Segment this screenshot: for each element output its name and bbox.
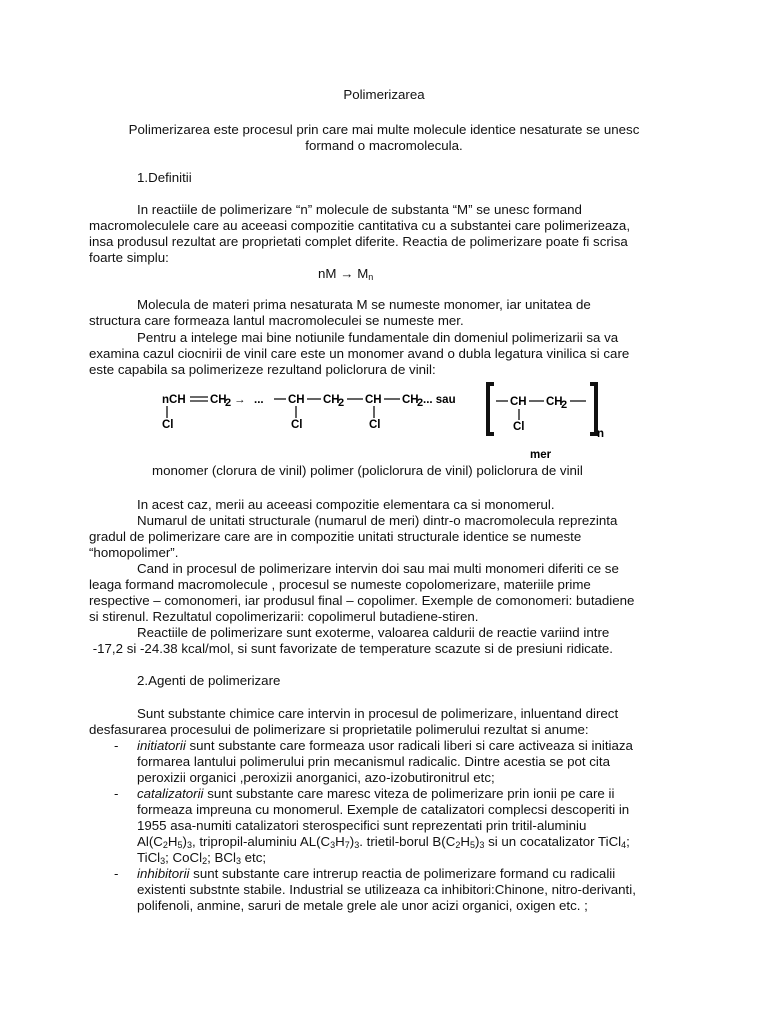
formula-ch-a: CH bbox=[210, 394, 227, 406]
chem-text: ; bbox=[626, 834, 630, 849]
chem-sub: 3 bbox=[160, 856, 166, 866]
formula-mer-sub-2: 2 bbox=[561, 399, 568, 411]
chem-sub: 3 bbox=[479, 840, 485, 850]
paragraph-1-line-3: insa produsul rezultat are proprietati complet diferite. Reactia de polimerizare poate fi scrisa bbox=[89, 234, 628, 249]
paragraph-5-line-2: gradul de polimerizare care are in compozitie unitati structurale identice se numeste bbox=[89, 529, 582, 544]
chem-sub: 4 bbox=[621, 840, 627, 850]
chem-text: Al(C bbox=[137, 834, 163, 849]
chem-text: ; BCl bbox=[207, 850, 236, 865]
formula-cl-polymer-1: Cl bbox=[291, 419, 303, 431]
pvc-structural-formula bbox=[150, 378, 620, 462]
chem-sub: 2 bbox=[455, 840, 461, 850]
formula-sub-2-b: 2 bbox=[338, 397, 345, 409]
chem-text: etc; bbox=[240, 850, 267, 865]
bullet-2-line-3: 1955 asa-numiti catalizatori sterospecifici sunt reprezentati prin tritil-aluminiu bbox=[137, 818, 587, 833]
chem-sub: 5 bbox=[469, 840, 475, 850]
chem-text: ) bbox=[349, 834, 355, 849]
formula-cl-polymer-2: Cl bbox=[369, 419, 381, 431]
chem-text: TiCl bbox=[137, 850, 161, 865]
formula-ch-1: CH bbox=[288, 394, 305, 406]
bullet-marker-3: - bbox=[114, 866, 119, 881]
paragraph-8-line-2: desfasurarea procesului de polimerizare si proprietatile polimerului rezultat si anume: bbox=[89, 722, 589, 737]
chem-text: H bbox=[167, 834, 178, 849]
chem-text: . trietil-borul B(C bbox=[359, 834, 456, 849]
paragraph-1-line-2: macromoleculele care au aceeasi compozitie cantitativa cu a substantei care polimerizeaza, bbox=[89, 218, 631, 233]
bullet-2-line-1 bbox=[137, 786, 614, 802]
bullet-3-line-3: polifenoli, anmine, saruri de metale grele ale unor acizi organici, oxigen etc. ; bbox=[137, 898, 588, 913]
chem-text: ) bbox=[474, 834, 480, 849]
formula-n-index: n bbox=[597, 428, 605, 440]
bullet-1-line-1 bbox=[137, 738, 633, 754]
paragraph-3-line-1: Pentru a intelege mai bine notiunile fundamentale din domeniul polimerizarii sa va bbox=[137, 330, 619, 345]
formula-dots: ... bbox=[254, 394, 264, 406]
bullet-3-line-2: existenti substnte stabile. Industrial se utilizeaza ca inhibitori:Chinone, nitro-derivanti, bbox=[137, 882, 636, 897]
bullet-3-term: inhibitorii bbox=[137, 866, 190, 881]
bullet-marker-2: - bbox=[114, 786, 119, 801]
section-2-heading: 2.Agenti de polimerizare bbox=[137, 673, 281, 688]
chem-text: H bbox=[460, 834, 470, 849]
formula-dots-sau: ... sau bbox=[423, 394, 456, 406]
formula-ch-b: CH bbox=[323, 394, 340, 406]
bullet-3-first: sunt substante care intrerup reactia de polimerizare formand cu radicalii bbox=[189, 866, 616, 881]
paragraph-2-line-1: Molecula de materi prima nesaturata M se numeste monomer, iar unitatea de bbox=[137, 297, 591, 312]
chem-sub: 2 bbox=[202, 856, 208, 866]
formula-mer-ch: CH bbox=[510, 396, 527, 408]
paragraph-6-line-1: Cand in procesul de polimerizare intervin doi sau mai multi monomeri diferiti ce se bbox=[137, 561, 619, 576]
formula-cl-mer: Cl bbox=[513, 421, 525, 433]
bullet-2-term: catalizatorii bbox=[137, 786, 204, 801]
intro-line-1: Polimerizarea este procesul prin care mai multe molecule identice nesaturate se unesc bbox=[128, 122, 640, 137]
paragraph-6-line-3: respective – comonomeri, iar produsul final – copolimer. Exemple de comonomeri: butadiene bbox=[89, 593, 635, 608]
chem-sub: 3 bbox=[330, 840, 336, 850]
intro-line-2: formand o macromolecula. bbox=[305, 138, 463, 153]
paragraph-4-line-1: In acest caz, merii au aceeasi compozitie elementara ca si monomerul. bbox=[137, 497, 555, 512]
formula-mer-ch2: CH bbox=[546, 396, 563, 408]
bullet-2-chem-line-2 bbox=[137, 850, 266, 866]
equation-subscript: n bbox=[368, 272, 374, 282]
bullet-marker-1: - bbox=[114, 738, 119, 753]
bullet-1-line-3: peroxizii organici ,peroxizii anorganici, azo-izobutironitrul etc; bbox=[137, 770, 495, 785]
chem-text: si un cocatalizator TiCl bbox=[484, 834, 622, 849]
chem-text: H bbox=[335, 834, 345, 849]
paragraph-1-line-1: In reactiile de polimerizare “n” molecule de substanta “M” se unesc formand bbox=[137, 202, 582, 217]
formula-sub-2-c: 2 bbox=[417, 397, 424, 409]
paragraph-6-line-4: si stirenul. Rezultatul copolimerizarii: copolimerul butadiene-stiren. bbox=[89, 609, 479, 624]
formula-nch: nCH bbox=[162, 394, 186, 406]
chem-sub: 2 bbox=[162, 840, 168, 850]
paragraph-3-line-3: este capabila sa polimerizeze rezultand policlorura de vinil: bbox=[89, 362, 436, 377]
right-bracket bbox=[590, 384, 596, 434]
bullet-2-chem-line-1 bbox=[137, 834, 630, 850]
paragraph-5-line-3: “homopolimer”. bbox=[89, 545, 179, 560]
bullet-3-line-1 bbox=[137, 866, 615, 882]
paragraph-6-line-2: leaga formand macromolecule , procesul se numeste copolomerizare, materiile prime bbox=[89, 577, 591, 592]
chem-text: ; CoCl bbox=[165, 850, 203, 865]
bullet-2-first: sunt substante care maresc viteza de polimerizare prin ionii pe care ii bbox=[203, 786, 615, 801]
equation-arrow: → bbox=[340, 266, 354, 281]
paragraph-7-line-1: Reactiile de polimerizare sunt exoterme, valoarea caldurii de reactie variind intre bbox=[137, 625, 610, 640]
formula-ch-c: CH bbox=[402, 394, 419, 406]
chem-text: , tripropil-aluminiu AL(C bbox=[191, 834, 331, 849]
chem-sub: 5 bbox=[177, 840, 183, 850]
chem-sub: 3 bbox=[186, 840, 192, 850]
paragraph-7-line-2: -17,2 si -24.38 kcal/mol, si sunt favorizate de temperature scazute si de presiuni ridicate. bbox=[89, 641, 613, 656]
equation bbox=[318, 266, 373, 282]
chem-sub: 7 bbox=[344, 840, 350, 850]
paragraph-8-line-1: Sunt substante chimice care intervin in procesul de polimerizare, inluentand direct bbox=[137, 706, 619, 721]
paragraph-3-line-2: examina cazul ciocnirii de vinil care este un monomer avand o dubla legatura vinilica si care bbox=[89, 346, 630, 361]
left-bracket bbox=[488, 384, 494, 434]
section-1-heading: 1.Definitii bbox=[137, 170, 192, 185]
equation-left: nM bbox=[318, 266, 337, 281]
page-title: Polimerizarea bbox=[343, 87, 425, 102]
formula-cl-monomer: Cl bbox=[162, 419, 174, 431]
paragraph-1-line-4: foarte simplu: bbox=[89, 250, 169, 265]
chem-sub: 3 bbox=[354, 840, 360, 850]
bullet-1-term: initiatorii bbox=[137, 738, 186, 753]
chem-text: ) bbox=[182, 834, 187, 849]
formula-sub-2-a: 2 bbox=[225, 397, 232, 409]
formula-caption: monomer (clorura de vinil) polimer (policlorura de vinil) policlorura de vinil bbox=[152, 463, 583, 478]
bullet-1-line-2: formarea lantului polimerului prin mecanismul radicalic. Dintre acestia se pot cita bbox=[137, 754, 610, 769]
formula-ch-2: CH bbox=[365, 394, 382, 406]
formula-mer-label: mer bbox=[530, 449, 552, 461]
chem-sub: 3 bbox=[235, 856, 241, 866]
bullet-1-first: sunt substante care formeaza usor radicali liberi si care activeaza si initiaza bbox=[185, 738, 633, 753]
formula-arrow: → bbox=[234, 394, 246, 406]
bullet-2-line-2: formeaza impreuna cu monomerul. Exemple de catalizatori complecsi descoperiti in bbox=[137, 802, 630, 817]
equation-right: M bbox=[357, 266, 369, 281]
paragraph-2-line-2: structura care formeaza lantul macromoleculei se numeste mer. bbox=[89, 313, 464, 328]
paragraph-5-line-1: Numarul de unitati structurale (numarul de meri) dintr-o macromolecula reprezinta bbox=[137, 513, 618, 528]
